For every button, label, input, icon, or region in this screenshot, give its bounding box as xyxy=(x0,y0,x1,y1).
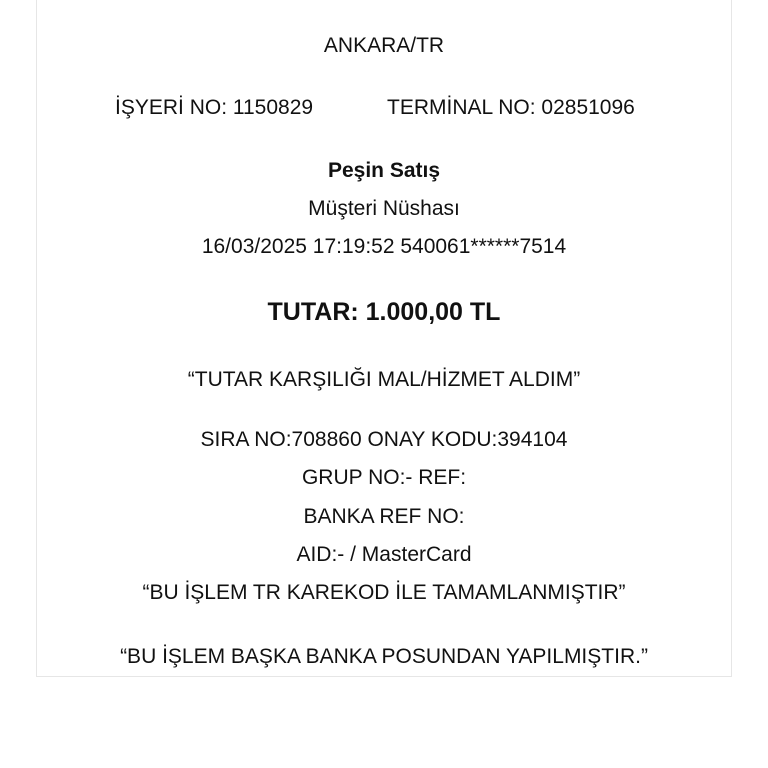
merchant-number: İŞYERİ NO: 1150829 xyxy=(115,96,314,119)
copy-type: Müşteri Nüshası xyxy=(308,197,460,220)
city-line: ANKARA/TR xyxy=(323,34,445,57)
aid-card-brand: AID:- / MasterCard xyxy=(296,543,472,566)
pos-receipt xyxy=(36,0,732,677)
acknowledgement-text: “TUTAR KARŞILIĞI MAL/HİZMET ALDIM” xyxy=(187,368,581,391)
terminal-number: TERMİNAL NO: 02851096 xyxy=(387,96,635,119)
transaction-type: Peşin Satış xyxy=(327,159,441,182)
group-ref: GRUP NO:- REF: xyxy=(301,466,467,489)
datetime-card-number: 16/03/2025 17:19:52 540061******7514 xyxy=(201,235,567,258)
other-bank-pos-note: “BU İŞLEM BAŞKA BANKA POSUNDAN YAPILMIŞTIR.” xyxy=(120,645,648,668)
sequence-approval-code: SIRA NO:708860 ONAY KODU:394104 xyxy=(200,428,568,451)
amount-total: TUTAR: 1.000,00 TL xyxy=(267,298,501,326)
merchant-terminal-row xyxy=(37,94,731,122)
bank-ref-number: BANKA REF NO: xyxy=(303,505,465,528)
qr-completion-note: “BU İŞLEM TR KAREKOD İLE TAMAMLANMIŞTIR” xyxy=(142,581,626,604)
